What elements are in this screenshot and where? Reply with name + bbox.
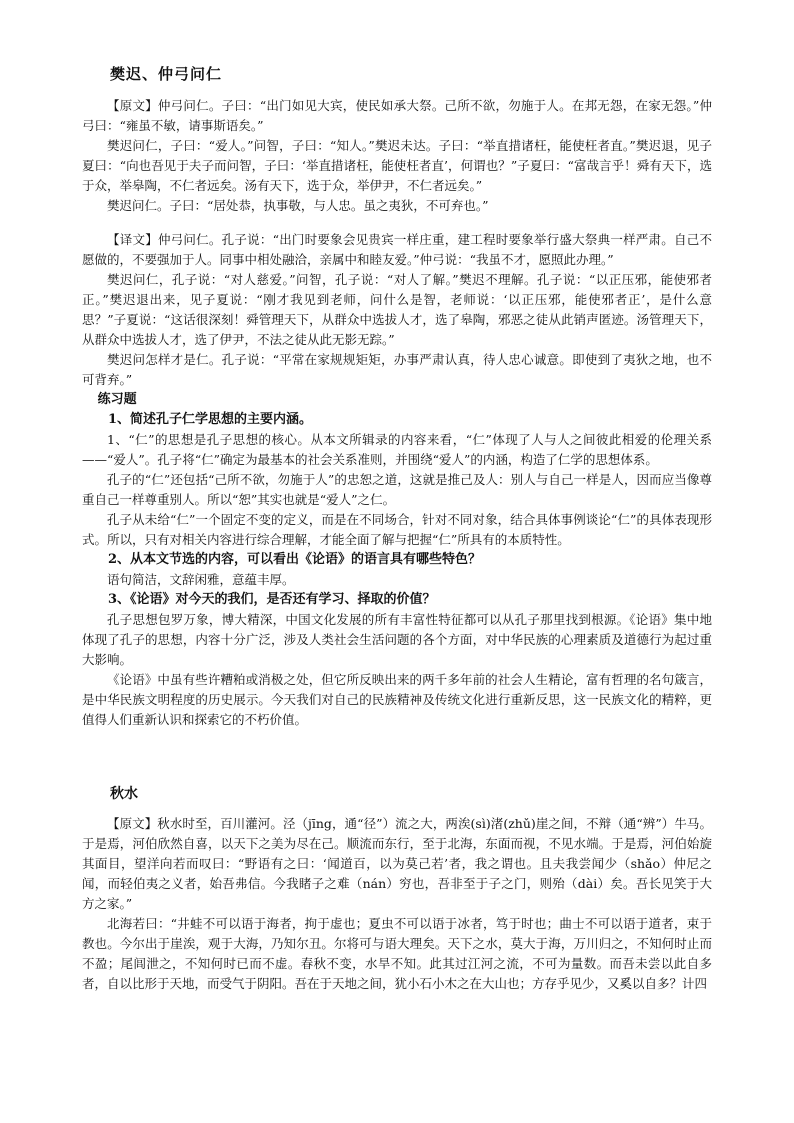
- exercises-heading: 练习题: [97, 392, 137, 407]
- original-paragraph: 北海若曰：“井蛙不可以语于海者，拘于虚也；夏虫不可以语于冰者，笃于时也；曲士不可以语于道者，束于教也。今尔出于崖涘，观于大海，乃知尔丑。尔将可与语大理矣。天下之水，莫大于海，万川归之，不知何时止而不盈；尾闾泄之，不知何时已而不虚。春秋不变，水旱不知。此其过江河之流，不可为量数。而吾未尝以此自多者，自以比形于天地，而受气于阴阳。吾在于天地之间，犹小石小木之在大山也；方存乎见少，又奚以自多？计四: [82, 916, 712, 991]
- answer-paragraph: 语句简洁，文辞闲雅，意蕴丰厚。: [107, 572, 295, 587]
- translation-paragraph: 樊迟问仁，孔子说：“对人慈爱。”问智，孔子说：“对人了解。”樊迟不理解。孔子说：“以正压邪，能使邪者正。”樊迟退出来，见子夏说：“刚才我见到老师，问什么是智，老师说：‘以正压邪，能使邪者正’，是什么意思？”子夏说：“这话很深刻！舜管理天下，从群众中选拔人才，选了皋陶，邪恶之徒从此销声匿迹。汤管理天下，从群众中选拔人才，选了伊尹，不法之徒从此无影无踪。”: [82, 272, 712, 347]
- original-paragraph: 樊迟问仁。子曰：“居处恭，执事敬，与人忠。虽之夷狄，不可弃也。”: [107, 198, 489, 213]
- answer-paragraph: 孔子从未给“仁”一个固定不变的定义，而是在不同场合，针对不同对象，结合具体事例谈论“仁”的具体表现形式。所以，只有对相关内容进行综合理解，才能全面了解与把握“仁”所具有的本质特性。: [82, 512, 712, 547]
- answer-paragraph: 孔子的“仁”还包括“己所不欲，勿施于人”的忠恕之道，这就是推己及人：别人与自己一样是人，因而应当像尊重自己一样尊重别人。所以“恕”其实也就是“爱人”之仁。: [82, 472, 712, 507]
- translation-paragraph: 樊迟问怎样才是仁。孔子说：“平常在家规规矩矩，办事严肃认真，待人忠心诚意。即使到了夷狄之地，也不可背弃。”: [82, 352, 712, 387]
- original-paragraph: 【原文】秋水时至，百川灌河。泾（jīng，通“径”）流之大，两涘(sì)渚(zhǔ)崖之间，不辩（通“辨”）牛马。于是焉，河伯欣然自喜，以天下之美为尽在己。顺流而东行，至于北海，东面而视，不见水端。于是焉，河伯始旋其面目，望洋向若而叹曰：“野语有之曰：‘闻道百，以为莫己若’者，我之谓也。且夫我尝闻少（shǎo）仲尼之闻，而轻伯夷之义者，始吾弗信。今我睹子之难（nán）穷也，吾非至于子之门，则殆（dài）矣。吾长见笑于大方之家。”: [82, 816, 712, 911]
- question-2: 2、从本文节选的内容，可以看出《论语》的语言具有哪些特色？: [108, 552, 482, 567]
- answer-paragraph: 孔子思想包罗万象，博大精深，中国文化发展的所有丰富性特征都可以从孔子那里找到根源。《论语》集中地体现了孔子的思想，内容十分广泛，涉及人类社会生活问题的各个方面，对中华民族的心理素质及道德行为起过重大影响。: [82, 612, 712, 667]
- section-title: 秋水: [110, 786, 138, 802]
- original-paragraph: 樊迟问仁，子曰：“爱人。”问智，子曰：“知人。”樊迟未达。子曰：“举直措诸枉，能使枉者直。”樊迟退，见子夏曰：“向也吾见于夫子而问智，子曰：‘举直措诸枉，能使枉者直’，何谓也？”子夏曰：“富哉言乎！舜有天下，选于众，举皋陶，不仁者远矣。汤有天下，选于众，举伊尹，不仁者远矣。”: [82, 138, 712, 193]
- translation-paragraph: 【译文】仲弓问仁。孔子说：“出门时要象会见贵宾一样庄重，建工程时要象举行盛大祭典一样严肃。自己不愿做的，不要强加于人。同事中相处融洽，亲属中和睦友爱。”仲弓说：“我虽不才，愿照此办理。”: [82, 232, 712, 267]
- question-3: 3、《论语》对今天的我们，是否还有学习、择取的价值？: [108, 592, 436, 607]
- section-title: 樊迟、仲弓问仁: [110, 65, 223, 83]
- original-paragraph: 【原文】仲弓问仁。子曰：“出门如见大宾，使民如承大祭。己所不欲，勿施于人。在邦无怨，在家无怨。”仲弓曰：“雍虽不敏，请事斯语矣。”: [82, 98, 712, 133]
- question-1: 1、简述孔子仁学思想的主要内涵。: [108, 412, 313, 427]
- document-content: [82, 62, 712, 994]
- answer-paragraph: 《论语》中虽有些许糟粕或消极之处，但它所反映出来的两千多年前的社会人生精论，富有哲理的名句箴言，是中华民族文明程度的历史展示。今天我们对自己的民族精神及传统文化进行重新反思，这一民族文化的精粹，更值得人们重新认识和探索它的不朽价值。: [82, 672, 712, 727]
- answer-paragraph: 1、“仁”的思想是孔子思想的核心。从本文所辑录的内容来看，“仁”体现了人与人之间彼此相爱的伦理关系——“爱人”。孔子将“仁”确定为最基本的社会关系准则，并围绕“爱人”的内涵，构造了仁学的思想体系。: [82, 432, 712, 467]
